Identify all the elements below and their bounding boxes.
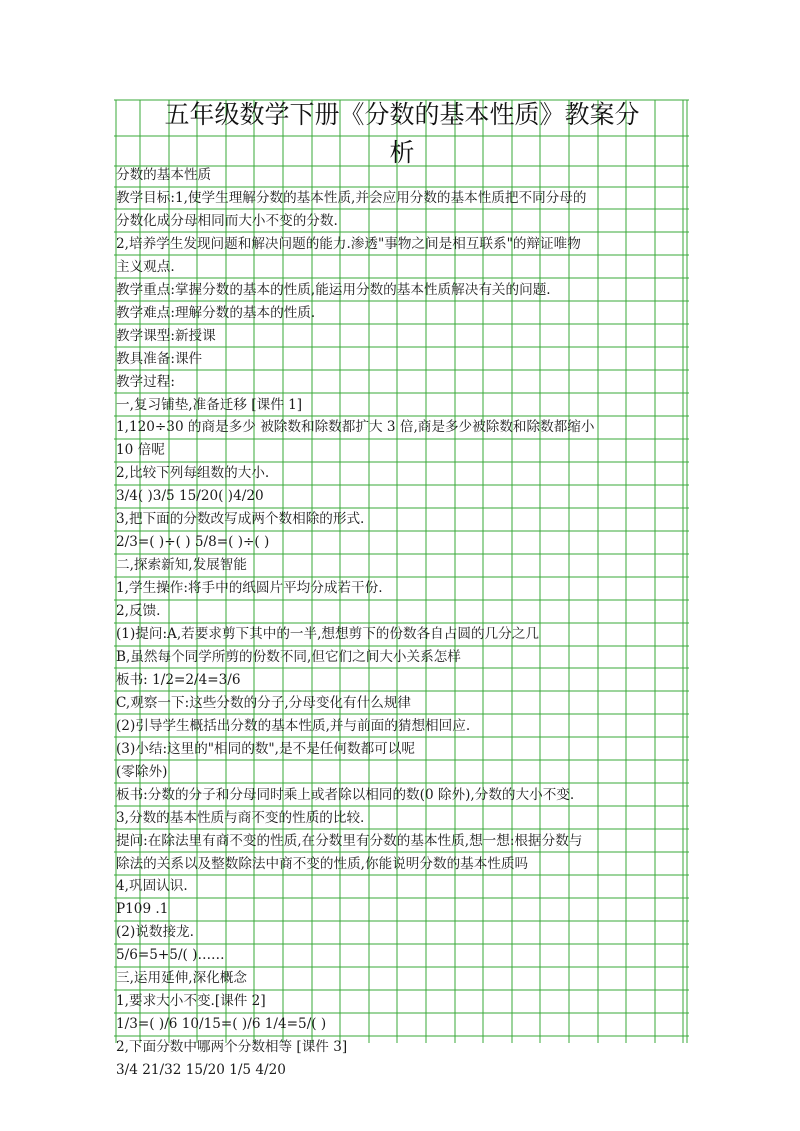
body-line: B,虽然每个同学所剪的份数不同,但它们之间大小关系怎样 (116, 648, 461, 665)
body-line: 教学过程: (116, 373, 175, 390)
body-line: 2,比较下列每组数的大小. (116, 465, 270, 482)
body-line: 3,把下面的分数改写成两个数相除的形式. (116, 511, 365, 528)
body-line: P109 .1 (116, 901, 169, 918)
body-line: 1,120÷30 的商是多少 被除数和除数都扩大 3 倍,商是多少被除数和除数都缩小 (116, 419, 595, 436)
body-line: 一,复习铺垫,准备迁移 [课件 1] (116, 396, 303, 413)
body-line: (3)小结:这里的"相同的数",是不是任何数都可以呢 (116, 740, 415, 757)
body-line: 教具准备:课件 (116, 350, 203, 367)
body-line: 二,探索新知,发展智能 (116, 557, 247, 574)
body-line: (2)说数接龙. (116, 924, 194, 941)
body-line: 2,培养学生发现问题和解决问题的能力.渗透"事物之间是相互联系"的辩证唯物 (116, 235, 581, 252)
body-line: 分数的基本性质 (116, 167, 212, 183)
body-line: 三,运用延伸,深化概念 (116, 970, 247, 987)
body-line: 2,反馈. (116, 603, 161, 620)
body-line: 除法的关系以及整数除法中商不变的性质,你能说明分数的基本性质吗 (116, 855, 529, 872)
body-line: (零除外) (116, 763, 168, 780)
body-line: 板书:分数的分子和分母同时乘上或者除以相同的数(0 除外),分数的大小不变. (116, 786, 575, 803)
body-line: 分数化成分母相同而大小不变的分数. (116, 212, 338, 229)
body-line: (2)引导学生概括出分数的基本性质,并与前面的猜想相回应. (116, 717, 471, 734)
body-line: 1,学生操作:将手中的纸圆片平均分成若干份. (116, 580, 383, 597)
body-line: 教学难点:理解分数的基本的性质. (116, 304, 316, 321)
body-line: 提问:在除法里有商不变的性质,在分数里有分数的基本性质,想一想:根据分数与 (116, 832, 583, 849)
body-line: 3,分数的基本性质与商不变的性质的比较. (116, 809, 365, 826)
body-line: 板书: 1/2=2/4=3/6 (116, 671, 241, 688)
body-line: 教学课型:新授课 (116, 327, 216, 344)
body-line: 1,要求大小不变.[课件 2] (116, 993, 266, 1010)
body-line: 5/6=5+5/( )…… (116, 947, 225, 964)
body-line: 3/4 21/32 15/20 1/5 4/20 (116, 1062, 286, 1079)
body-line: 1/3=( )/6 10/15=( )/6 1/4=5/( ) (116, 1016, 327, 1033)
body-line: 4,巩固认识. (116, 878, 188, 895)
body-line: 2,下面分数中哪两个分数相等 [课件 3] (116, 1039, 348, 1056)
body-line: 10 倍呢 (116, 442, 165, 459)
document-title-line-1: 五年级数学下册《分数的基本性质》教案分 (164, 100, 640, 129)
document-title-line-2: 析 (389, 138, 415, 167)
body-line: (1)提问:A,若要求剪下其中的一半,想想剪下的份数各自占圆的几分之几 (116, 626, 539, 642)
body-line: 教学目标:1,使学生理解分数的基本性质,并会应用分数的基本性质把不同分母的 (116, 189, 587, 206)
body-line: 教学重点:掌握分数的基本的性质,能运用分数的基本性质解决有关的问题. (116, 281, 551, 298)
body-line: 3/4( )3/5 15/20( )4/20 (116, 488, 264, 505)
body-line: 主义观点. (116, 258, 175, 275)
body-line: C,观察一下:这些分数的分子,分母变化有什么规律 (116, 694, 412, 711)
body-line: 2/3=( )÷( ) 5/8=( )÷( ) (116, 534, 270, 551)
